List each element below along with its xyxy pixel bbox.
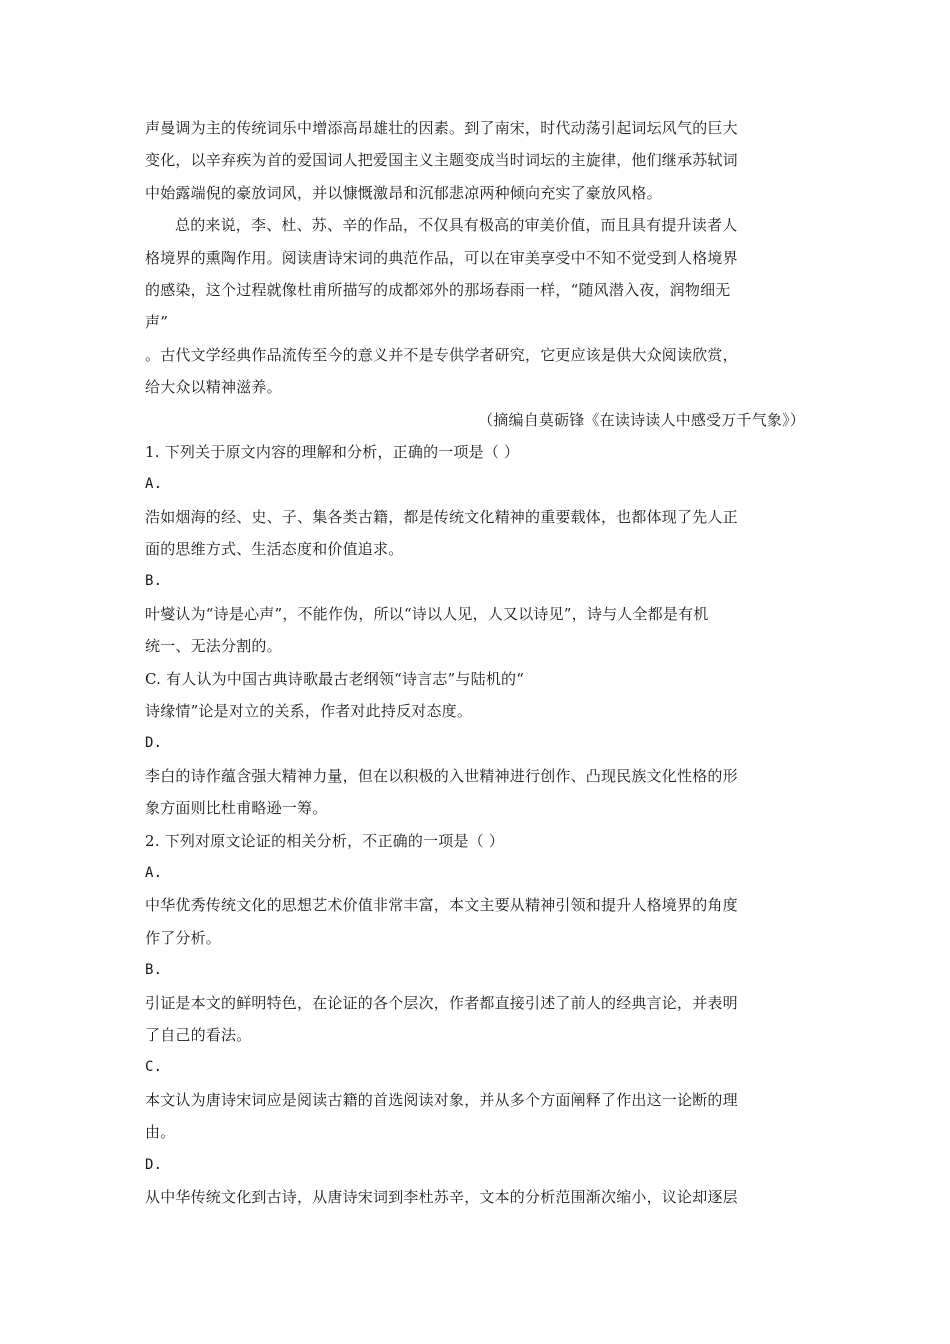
question-2-stem: 2. 下列对原文论证的相关分析，不正确的一项是（ ） — [145, 831, 505, 850]
option-text: 由。 — [145, 1123, 176, 1142]
paragraph-line: 中始露端倪的豪放词风，并以慷慨激昂和沉郁悲凉两种倾向充实了豪放风格。 — [145, 183, 662, 202]
paragraph-line: 总的来说，李、杜、苏、辛的作品，不仅具有极高的审美价值，而且具有提升读者人 — [175, 216, 738, 235]
option-text: 了自己的看法。 — [145, 1025, 252, 1044]
paragraph-line: 给大众以精神滋养。 — [145, 378, 282, 397]
option-text: 从中华传统文化到古诗，从唐诗宋词到李杜苏辛，文本的分析范围渐次缩小，议论却逐层 — [145, 1187, 738, 1206]
option-text: 象方面则比杜甫略逊一筹。 — [145, 799, 328, 818]
option-text: 统一、无法分割的。 — [145, 637, 282, 656]
option-label-b: B. — [145, 962, 163, 979]
paragraph-line: 格境界的熏陶作用。阅读唐诗宋词的典范作品，可以在审美享受中不知不觉受到人格境界 — [145, 248, 738, 267]
paragraph-line: 声” — [145, 313, 169, 332]
option-text: 叶燮认为“诗是心声”，不能作伪，所以“诗以人见，人又以诗见”，诗与人全都是有机 — [145, 604, 709, 623]
source-citation: （摘编自莫砺锋《在读诗读人中感受万千气象》） — [478, 410, 805, 429]
option-label-a: A. — [145, 864, 163, 881]
option-text: 作了分析。 — [145, 928, 222, 947]
option-text: 面的思维方式、生活态度和价值追求。 — [145, 540, 404, 559]
paragraph-line: 变化，以辛弃疾为首的爱国词人把爱国主义主题变成当时词坛的主旋律，他们继承苏轼词 — [145, 151, 738, 170]
paragraph-line: 声曼调为主的传统词乐中增添高昂雄壮的因素。到了南宋，时代动荡引起词坛风气的巨大 — [145, 119, 738, 137]
option-text: 诗缘情”论是对立的关系，作者对此持反对态度。 — [145, 702, 473, 721]
option-text: 引证是本文的鲜明特色，在论证的各个层次，作者都直接引述了前人的经典言论，并表明 — [145, 993, 738, 1012]
option-text: 浩如烟海的经、史、子、集各类古籍，都是传统文化精神的重要载体，也都体现了先人正 — [145, 507, 738, 526]
option-label-a: A. — [145, 476, 163, 493]
document-body — [145, 112, 805, 1213]
option-label-d: D. — [145, 735, 163, 752]
option-text: 中华优秀传统文化的思想艺术价值非常丰富，本文主要从精神引领和提升人格境界的角度 — [145, 896, 738, 915]
paragraph-line: 。古代文学经典作品流传至今的意义并不是专供学者研究，它更应该是供大众阅读欣赏， — [145, 345, 738, 364]
option-text: 本文认为唐诗宋词应是阅读古籍的首选阅读对象，并从多个方面阐释了作出这一论断的理 — [145, 1090, 738, 1109]
question-1-stem: 1. 下列关于原文内容的理解和分析，正确的一项是（ ） — [145, 442, 520, 461]
paragraph-line: 的感染，这个过程就像杜甫所描写的成都郊外的那场春雨一样，“随风潜入夜，润物细无 — [145, 280, 731, 299]
option-text: 李白的诗作蕴含强大精神力量，但在以积极的入世精神进行创作、凸现民族文化性格的形 — [145, 766, 738, 785]
option-label-c: C. — [145, 1059, 163, 1076]
option-label-b: B. — [145, 573, 163, 590]
option-c-text: C. 有人认为中国古典诗歌最古老纲领“诗言志”与陆机的“ — [145, 669, 525, 688]
option-label-d: D. — [145, 1156, 163, 1173]
